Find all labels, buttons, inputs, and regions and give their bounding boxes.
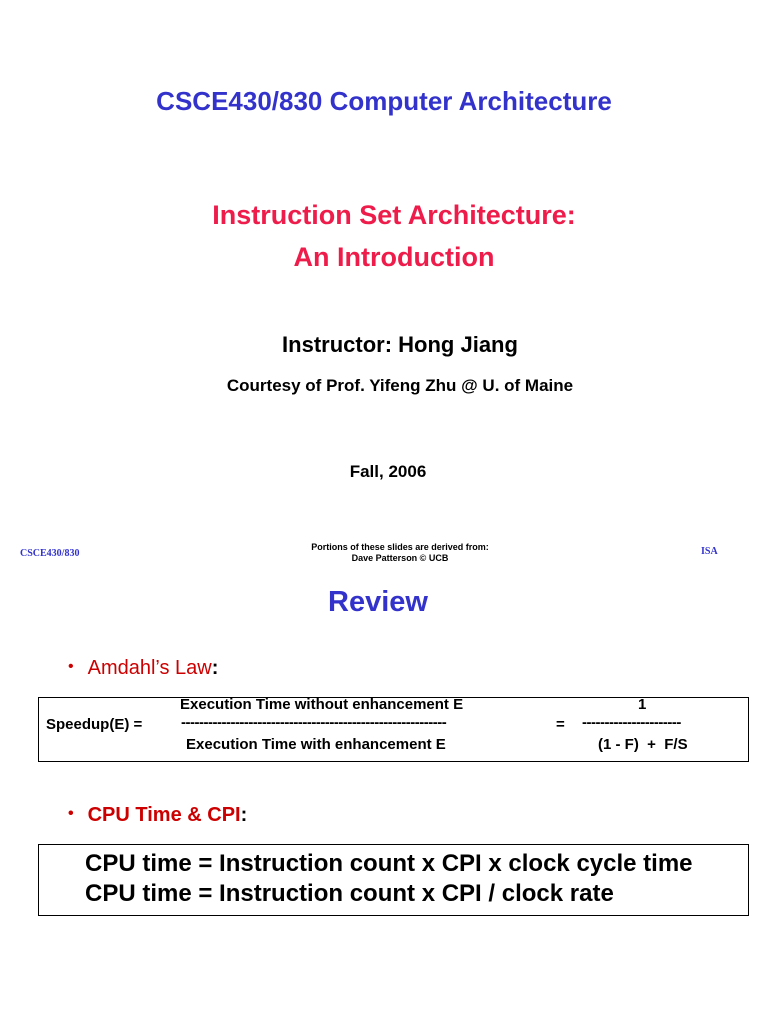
amdahl-numerator: Execution Time without enhancement E: [180, 696, 464, 713]
term-date: Fall, 2006: [349, 462, 427, 481]
cpu-formula-line1: CPU time = Instruction count x CPI x clock cycle time: [85, 850, 693, 877]
footer-attribution: [250, 542, 550, 564]
amdahl-equals: =: [556, 716, 565, 733]
lecture-title: [0, 194, 768, 278]
courtesy-note: Courtesy of Prof. Yifeng Zhu @ U. of Maine: [226, 376, 574, 395]
course-title: CSCE430/830 Computer Architecture: [156, 86, 612, 116]
bullet-cpu-time: [68, 804, 247, 827]
review-title: Review: [328, 586, 428, 618]
amdahl-lhs: Speedup(E) =: [46, 716, 143, 733]
amdahl-denominator: Execution Time with enhancement E: [186, 736, 446, 753]
instructor-name: Instructor: Hong Jiang: [282, 332, 518, 357]
bullet-dot-icon: •: [68, 805, 74, 822]
cpu-formula-line2: CPU time = Instruction count x CPI / clock rate: [85, 880, 614, 907]
lecture-title-line2: An Introduction: [293, 242, 495, 272]
bullet-dot-icon: •: [68, 658, 74, 675]
footer-attribution-line1: Portions of these slides are derived from:: [311, 542, 489, 552]
bullet-label: Amdahl’s Law: [87, 657, 212, 679]
lecture-title-line1: Instruction Set Architecture:: [212, 200, 576, 230]
bullet-colon: :: [240, 804, 248, 826]
footer-course-code: CSCE430/830: [20, 548, 80, 559]
bullet-colon: :: [211, 657, 219, 679]
amdahl-fraction-bar-right: ----------------------: [582, 714, 681, 731]
bullet-label: CPU Time & CPI: [87, 804, 241, 826]
amdahl-one: 1: [638, 696, 647, 713]
amdahl-fraction-bar-left: -----------------------------------------------------------: [181, 714, 447, 731]
footer-attribution-line2: Dave Patterson © UCB: [351, 553, 449, 563]
cpu-formula-box: [38, 844, 749, 916]
amdahl-formula-box: [38, 697, 749, 762]
amdahl-rhs-denominator: (1 - F) + F/S: [598, 736, 688, 753]
bullet-amdahls-law: [68, 657, 218, 680]
footer-topic: ISA: [701, 546, 718, 557]
